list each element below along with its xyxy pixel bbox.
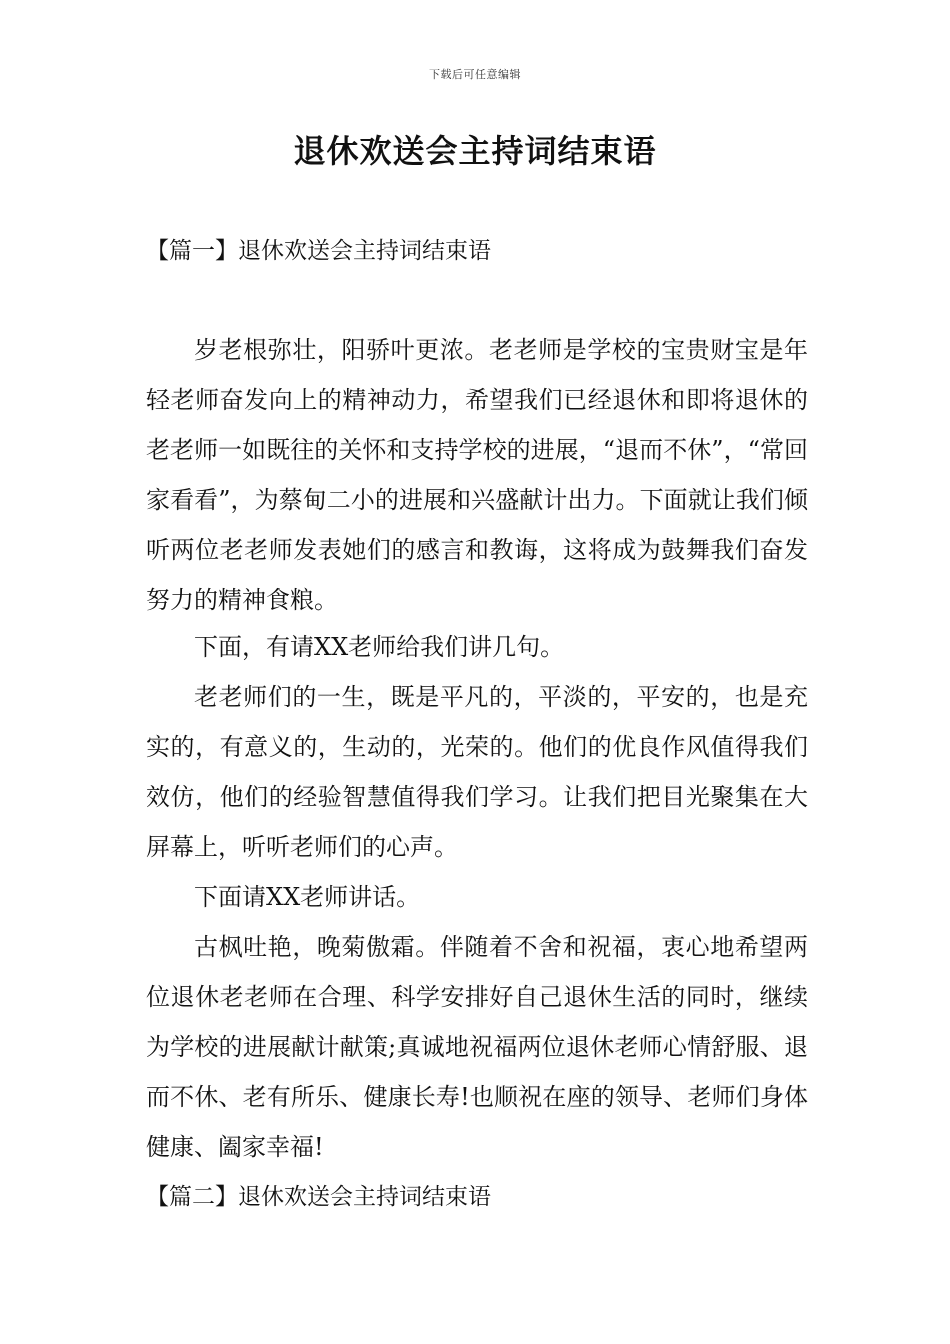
document-title: 退休欢送会主持词结束语 — [293, 132, 657, 170]
paragraph-4: 下面请XX老师讲话。 — [194, 883, 421, 911]
paragraph-1: 岁老根弥壮，阳骄叶更浓。老老师是学校的宝贵财宝是年轻老师奋发向上的精神动力，希望我们已经退休和即将退休的老老师一如既往的关怀和支持学校的进展，“退而不休”，“常回家看看”，为蔡甸二小的进展和兴盛献计出力。下面就让我们倾听两位老老师发表她们的感言和教诲，这将成为鼓舞我们奋发努力的精神食粮。 — [146, 336, 808, 614]
section-heading-2: 【篇二】退休欢送会主持词结束语 — [146, 1184, 491, 1210]
section-heading-1: 【篇一】退休欢送会主持词结束语 — [146, 238, 491, 264]
paragraph-2: 下面，有请XX老师给我们讲几句。 — [194, 633, 565, 661]
header-note: 下载后可任意编辑 — [429, 68, 521, 81]
paragraph-3: 老老师们的一生，既是平凡的，平淡的，平安的，也是充实的，有意义的，生动的，光荣的。他们的优良作风值得我们效仿，他们的经验智慧值得我们学习。让我们把目光聚集在大屏幕上，听听老师们的心声。 — [146, 683, 808, 861]
paragraph-5: 古枫吐艳，晚菊傲霜。伴随着不舍和祝福，衷心地希望两位退休老老师在合理、科学安排好自己退休生活的同时，继续为学校的进展献计献策;真诚地祝福两位退休老师心情舒服、退而不休、老有所乐、健康长寿!也顺祝在座的领导、老师们身体健康、阖家幸福! — [146, 933, 808, 1161]
